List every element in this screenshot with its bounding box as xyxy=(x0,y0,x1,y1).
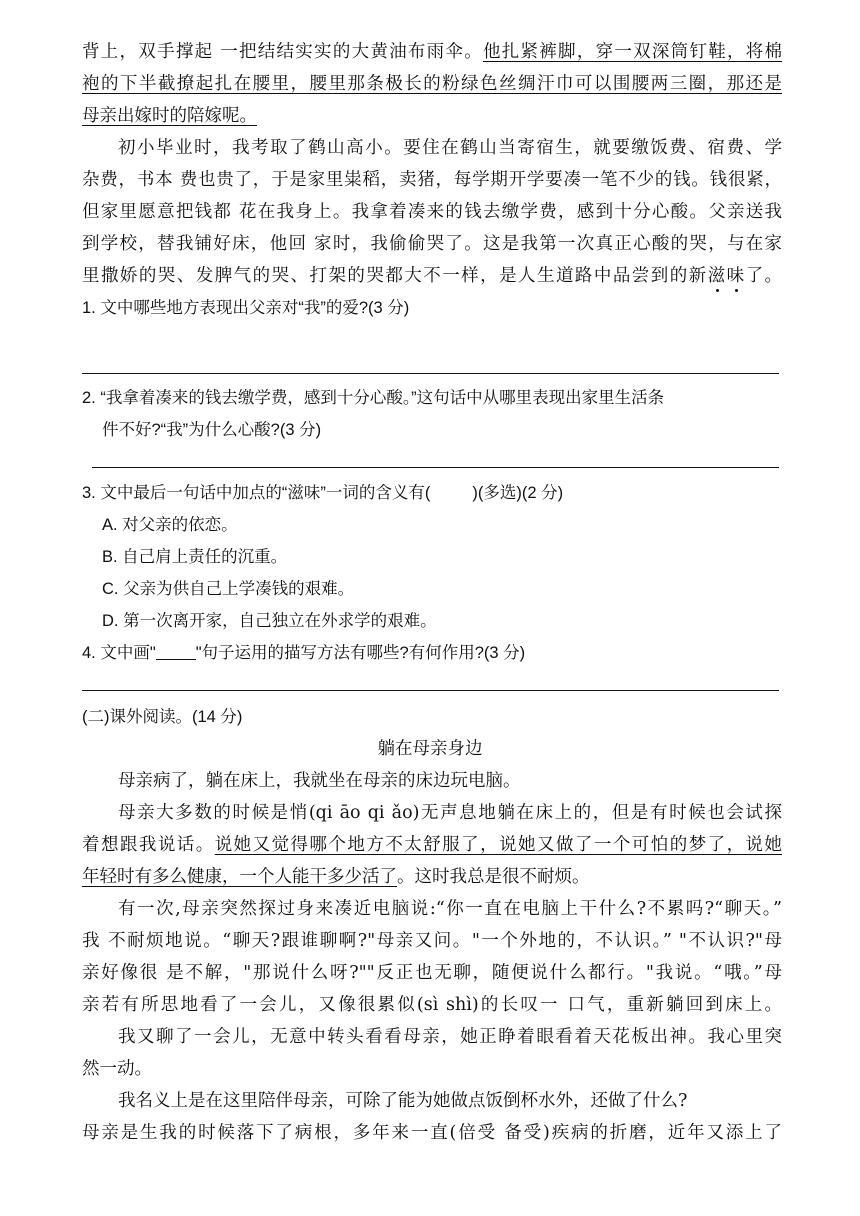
option-d[interactable]: D. 第一次离开家，自己独立在外求学的艰难。 xyxy=(102,612,437,630)
answer-line[interactable] xyxy=(82,373,779,374)
passage-text: 背上，双手撑起 一把结结实实的大黄油布雨伞。 xyxy=(82,42,483,62)
passage-line: 初小毕业时，我考取了鹤山高小。要住在鹤山当寄宿生，就要缴饭费、宿费、学 xyxy=(118,138,782,158)
passage-line: 母亲病了，躺在床上，我就坐在母亲的床边玩电脑。 xyxy=(118,771,521,791)
passage-text: 了。 xyxy=(745,266,783,286)
passage-line: 我 不耐烦地说。“聊天?跟谁聊啊?"母亲又问。"一个外地的，不认识。” "不认识?"母 xyxy=(82,931,782,951)
answer-line[interactable] xyxy=(82,690,779,691)
dotted-word-char: 味 xyxy=(726,266,746,286)
answer-line[interactable] xyxy=(92,467,779,468)
question-2: 2. “我拿着凑来的钱去缴学费，感到十分心酸。”这句话中从哪里表现出家里生活条 xyxy=(82,389,665,407)
passage-line: 到学校，替我铺好床，他回 家时，我偷偷哭了。这是我第一次真正心酸的哭，与在家 xyxy=(82,234,782,254)
passage-line: 我又聊了一会儿，无意中转头看看母亲，她正睁着眼看着天花板出神。我心里突 xyxy=(118,1027,782,1047)
passage-line: 母亲大多数的时候是悄(qi āo qi ǎo)无声息地躺在床上的，但是有时候也会试探 xyxy=(118,803,782,823)
option-b[interactable]: B. 自己肩上责任的沉重。 xyxy=(102,548,288,566)
passage-line: 亲若有所思地看了一会儿，又像很累似(sì shì)的长叹一 口气，重新躺回到床上。 xyxy=(82,995,782,1015)
passage-line: 杂费，书本 费也贵了，于是家里粜稻，卖猪，每学期开学要凑一笔不少的钱。钱很紧， xyxy=(82,170,782,190)
passage-text: 里撒娇的哭、发脾气的哭、打架的哭都大不一样，是人生道路中品尝到的新 xyxy=(82,266,708,286)
passage-line: 有一次,母亲突然探过身来凑近电脑说:“你一直在电脑上干什么?不累吗?“聊天。” xyxy=(118,899,782,919)
passage-line: 亲好像很 是不解，"那说什么呀?""反正也无聊，随便说什么都行。"我说。“哦。”母 xyxy=(82,963,782,983)
question-3-text: )(多选)(2 分) xyxy=(472,484,564,502)
passage-line xyxy=(82,104,782,128)
passage-line xyxy=(82,40,782,64)
underlined-sentence: 说她又觉得哪个地方不太舒服了，说她又做了一个可怕的梦了，说她 xyxy=(214,835,783,855)
passage-line: 我名义上是在这里陪伴母亲，可除了能为她做点饭倒杯水外，还做了什么? xyxy=(118,1091,688,1111)
question-4-text: 4. 文中画" xyxy=(82,644,156,662)
passage-text: 着想跟我说话。 xyxy=(82,835,215,855)
question-2-continued: 件不好?“我”为什么心酸?(3 分) xyxy=(102,421,322,439)
option-a[interactable]: A. 对父亲的依恋。 xyxy=(102,516,238,534)
article-title: 躺在母亲身边 xyxy=(377,739,483,759)
question-3 xyxy=(82,481,782,505)
passage-line xyxy=(82,833,782,857)
section-heading: (二)课外阅读。(14 分) xyxy=(82,708,243,726)
dotted-word-char: 滋 xyxy=(707,266,727,286)
passage-line: 母亲是生我的时候落下了病根，多年来一直(倍受 备受)疾病的折磨，近年又添上了 xyxy=(82,1123,782,1143)
question-1: 1. 文中哪些地方表现出父亲对“我”的爱?(3 分) xyxy=(82,299,410,317)
underlined-sentence: 袍的下半截撩起扎在腰里，腰里那条极长的粉绿色丝绸汗巾可以围腰两三圈，那还是 xyxy=(82,74,782,94)
passage-text: 。这时我总是很不耐烦。 xyxy=(397,867,590,887)
passage-line: 但家里愿意把钱都 花在我身上。我拿着凑来的钱去缴学费，感到十分心酸。父亲送我 xyxy=(82,202,782,222)
option-c[interactable]: C. 父亲为供自己上学凑钱的艰难。 xyxy=(102,580,355,598)
underlined-sentence: 年轻时有多么健康，一个人能干多少活了 xyxy=(82,867,397,887)
passage-line: 然一动。 xyxy=(82,1059,152,1079)
question-3-text: 3. 文中最后一句话中加点的“滋味”一词的含义有( xyxy=(82,484,431,502)
underlined-sentence: 他扎紧裤脚，穿一双深筒钉鞋，将棉 xyxy=(482,42,783,62)
underline-blank xyxy=(156,643,196,660)
question-4 xyxy=(82,641,782,665)
passage-line xyxy=(82,865,782,889)
question-4-text: "句子运用的描写方法有哪些?有何作用?(3 分) xyxy=(195,644,526,662)
passage-line xyxy=(82,264,782,288)
underlined-sentence: 母亲出嫁时的陪嫁呢。 xyxy=(82,106,257,126)
